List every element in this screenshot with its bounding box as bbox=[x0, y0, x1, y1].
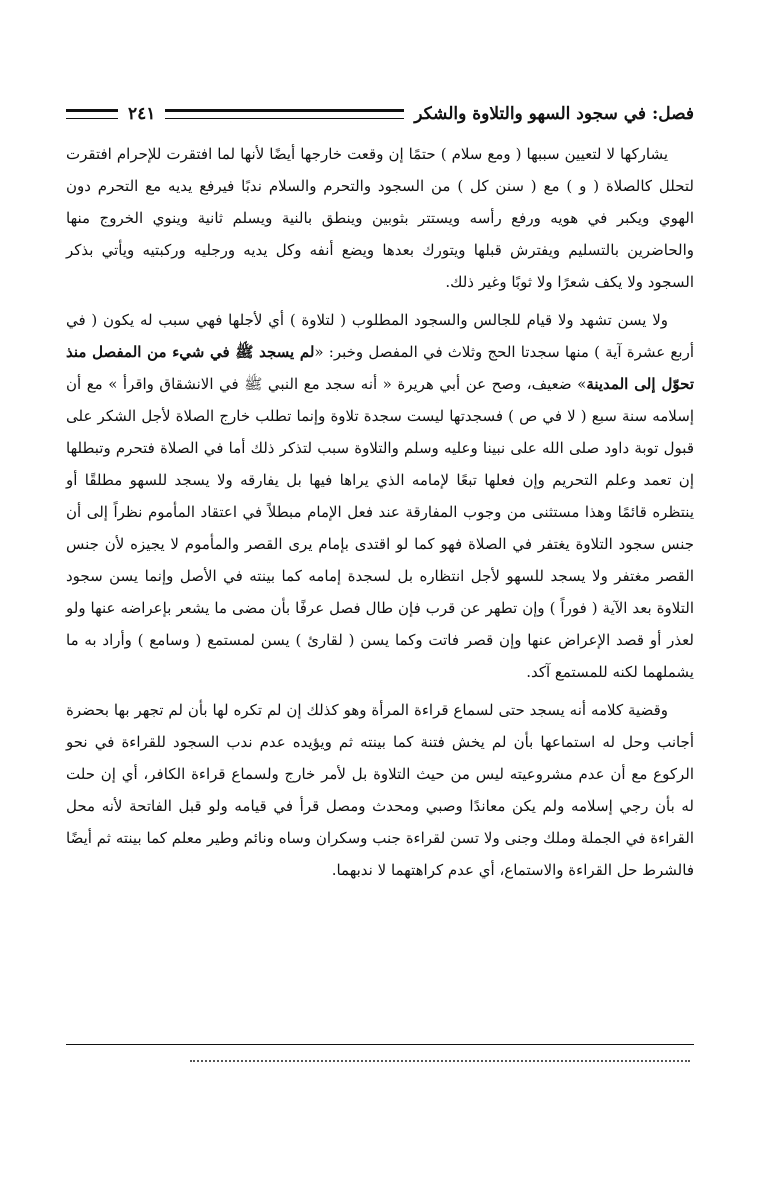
dotted-line bbox=[190, 1060, 690, 1062]
paragraph bbox=[66, 304, 694, 688]
header-rule-short bbox=[66, 109, 118, 119]
paragraph-text: يشاركها لا لتعيين سببها ( ومع سلام ) حتمًا إن وقعت خارجها أيضًا لأنها لما افتقرت للإحرام افتقرت لتحلل كالصلاة ( و ) مع ( سنن كل ) من السجود والتحرم والسلام ندبًا فيرفع يديه مع التحرم دون الهوي ويكبر في هويه ورفع رأسه ويستتر بثوبين وينطق بالنية ويسلم ثانية وينوي الخروج منها والحاضرين بالتسليم ويفترش قبلها ويتورك بعدها ويضع أنفه وكل يديه ورجليه وركبتيه ويأتي بذكر السجود ولا يكف شعرًا ولا ثوبًا وغير ذلك. bbox=[66, 145, 694, 291]
paragraph bbox=[66, 694, 694, 886]
paragraph-text: وقضية كلامه أنه يسجد حتى لسماع قراءة المرأة وهو كذلك إن لم تكره لها بأن لم تجهر بها بحضرة أجانب وحل له استماعها بأن لم يخش فتنة كما بينته ثم ويؤيده عدم ندب السجود للقراءة في نحو الركوع مع أن عدم مشروعيته ليس من حيث التلاوة بل لأمر خارج ولسماع قراءة الكافر، أي إن حلت له بأن رجي إسلامه ولم يكن معاندًا وصبي ومحدث ومصل قرأ في قيامه ولو قبل الفاتحة لأنه محل القراءة في الجملة وملك وجنى ولا تسن لقراءة جنب وسكران وساه ونائم وطير معلم كما بينته ثم أيضًا فالشرط حل القراءة والاستماع، أي عدم كراهتهما لا ندبهما. bbox=[66, 701, 694, 879]
page-header bbox=[66, 100, 694, 128]
header-title: فصل: في سجود السهو والتلاوة والشكر bbox=[414, 104, 694, 124]
paragraph bbox=[66, 138, 694, 298]
hadith-quote: لم يسجد ﷺ في شيء من المفصل منذ تحوّل إلى المدينة bbox=[66, 343, 695, 393]
page-number: ٢٤١ bbox=[128, 104, 156, 124]
paragraph-text: ولا يسن تشهد ولا قيام للجالس والسجود المطلوب ( لتلاوة ) أي لأجلها فهي سبب له يكون ( في أربع عشرة آية ) منها سجدتا الحج وثلاث في المفصل وخبر: « bbox=[66, 311, 694, 361]
page-body bbox=[66, 138, 694, 886]
paragraph-text: » ضعيف، وصح عن أبي هريرة « أنه سجد مع النبي ﷺ في الانشقاق واقرأ » مع أن إسلامه سنة سبع ( لا في ص ) فسجدتها ليست سجدة تلاوة وإنما تطلب خارج الصلاة لأجل الشكر على قبول توبة داود صلى الله على نبينا وعليه وسلم والتلاوة سبب لتذكر ذلك أما في الصلاة فتحرم وتبطلها إن تعمد وعلم التحريم وإن فعلها تبعًا لإمامه الذي يراها فيها بل يفارقه ولا يسجد للسهو مطلقًا أو ينتظره قائمًا وهذا مستثنى من وجوب المفارقة عند فعل الإمام مبطلاً في اعتقاد المأموم نظراً إلى أن جنس سجود التلاوة يغتفر في الصلاة فهو كما لو اقتدى بإمام يرى القصر والمأموم لا يجيزه لأن جنس القصر مغتفر ولا يسجد للسهو لأجل انتظاره بل لسجدة إمامه كما بينته في الأصل وإنما يسن سجود التلاوة بعد الآية ( فوراً ) وإن تطهر عن قرب فإن طال فصل عرفًا بأن مضى ما يشعر بإعراضه عنها ولو لعذر أو قصد الإعراض عنها وإن قصر فاتت وكما يسن ( لقارئ ) يسن لمستمع ( وسامع ) وأراد به ما يشملهما لكنه للمستمع آكد. bbox=[66, 375, 694, 681]
header-rule bbox=[165, 109, 404, 119]
footnote-separator bbox=[66, 1044, 694, 1045]
